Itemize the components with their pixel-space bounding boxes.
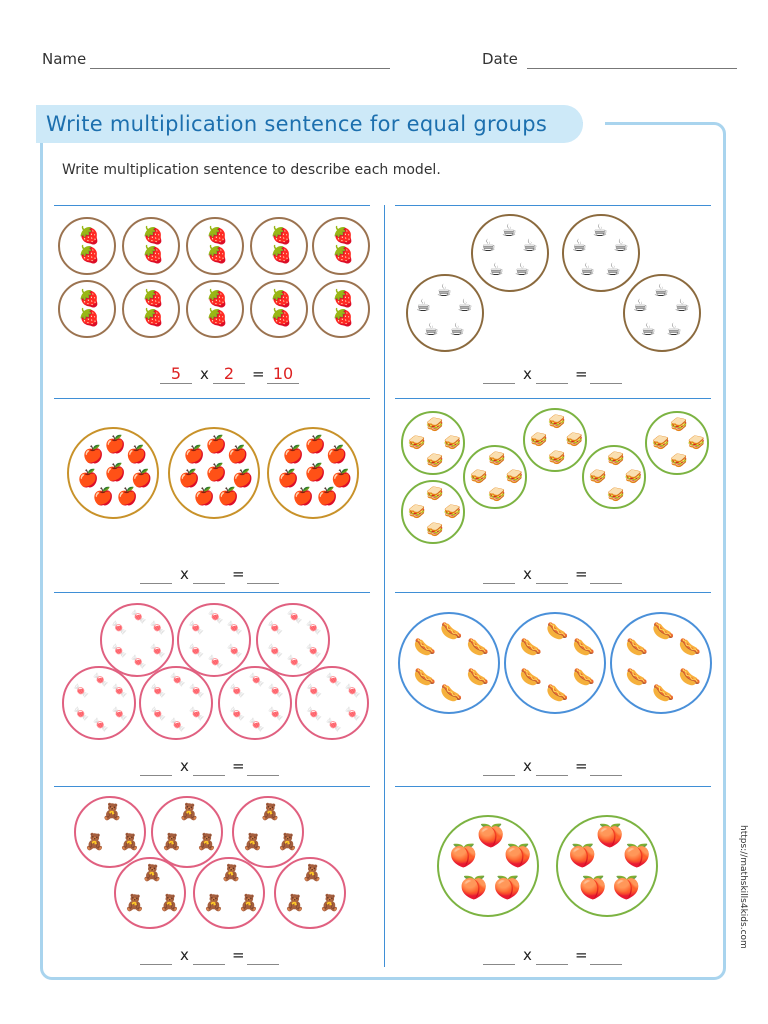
equals-sign: = [575,757,588,775]
times-sign: x [523,757,532,775]
candy-icon: 🍬 [130,654,147,670]
times-sign: x [523,365,532,383]
teacup-icon: ☕ [674,295,690,316]
product-answer-field[interactable] [590,946,622,965]
apple-icon: 🍎 [227,445,249,466]
apple-icon: 🍎 [82,445,105,466]
apple-icon: 🍎 [205,434,227,455]
apple-icon: 🍎 [77,468,99,489]
hotdog-icon: 🌭 [466,667,489,689]
strawberry-icon: 🍓 [142,289,164,310]
teddy-bear-icon: 🧸 [159,893,180,913]
hotdog-icon: 🌭 [519,667,542,689]
candy-icon: 🍬 [286,610,303,626]
teacup-icon: ☕ [457,295,473,316]
peach-icon: 🍑 [579,876,607,902]
candy-icon: 🍬 [73,684,90,700]
sandwich-icon: 🥪 [589,469,607,485]
candy-icon: 🍬 [305,643,322,659]
candy-icon: 🍬 [286,654,303,670]
candy-icon: 🍬 [73,706,90,722]
strawberry-icon: 🍓 [332,226,354,247]
teddy-bear-icon: 🧸 [119,832,140,852]
candy-icon: 🍬 [248,673,265,689]
sandwich-icon: 🥪 [426,452,444,469]
hotdog-icon: 🌭 [546,621,569,643]
teddy-bear-icon: 🧸 [196,832,217,852]
teddy-bear-icon: 🧸 [179,801,199,821]
candy-icon: 🍬 [150,684,167,700]
teacup-icon: ☕ [522,235,538,256]
candy-icon: 🍬 [248,717,265,733]
peach-icon: 🍑 [623,844,651,870]
multiplication-equation [140,565,290,585]
teacup-icon: ☕ [514,260,530,281]
date-label: Date [482,50,518,68]
column-divider [384,205,385,967]
candy-icon: 🍬 [325,673,342,689]
teddy-bear-icon: 🧸 [260,801,280,821]
teddy-bear-icon: 🧸 [84,832,105,852]
groups-answer-field[interactable] [140,565,172,584]
candy-icon: 🍬 [229,706,246,722]
sandwich-icon: 🥪 [565,432,584,448]
hotdog-icon: 🌭 [678,636,701,658]
teddy-bear-icon: 🧸 [142,862,162,882]
apple-icon: 🍎 [282,445,305,466]
strawberry-icon: 🍓 [206,244,228,265]
equals-sign: = [232,565,245,583]
strawberry-icon: 🍓 [142,226,164,247]
per-group-answer-field[interactable] [193,946,225,965]
strawberry-icon: 🍓 [332,307,354,328]
equals-sign: = [252,365,265,383]
teacup-icon: ☕ [415,295,431,316]
candy-icon: 🍬 [150,706,167,722]
apple-icon: 🍎 [292,487,314,508]
apple-icon: 🍎 [304,462,326,483]
candy-icon: 🍬 [188,706,205,722]
peach-icon: 🍑 [449,844,478,870]
worksheet-title: Write multiplication sentence for equal groups [36,105,583,143]
candy-icon: 🍬 [344,684,361,700]
strawberry-icon: 🍓 [206,226,228,247]
date-field[interactable] [527,68,737,69]
teacup-icon: ☕ [640,320,656,341]
peach-icon: 🍑 [504,844,532,870]
candy-icon: 🍬 [130,610,147,626]
per-group-answer-field[interactable]: 2 [213,365,245,384]
peach-icon: 🍑 [477,824,505,850]
teddy-bear-icon: 🧸 [277,832,298,852]
candy-icon: 🍬 [229,684,246,700]
equals-sign: = [575,565,588,583]
divider [54,786,370,787]
divider [54,398,370,399]
sandwich-icon: 🥪 [443,435,462,451]
teddy-bear-icon: 🧸 [242,832,263,852]
sandwich-icon: 🥪 [607,451,625,468]
per-group-answer-field[interactable] [536,365,568,384]
strawberry-icon: 🍓 [142,307,164,328]
instruction-text: Write multiplication sentence to describe each model. [62,162,441,178]
apple-icon: 🍎 [116,487,138,508]
times-sign: x [200,365,209,383]
apple-icon: 🍎 [183,445,206,466]
candy-icon: 🍬 [267,684,284,700]
candy-icon: 🍬 [169,673,186,689]
peach-icon: 🍑 [612,876,641,902]
teacup-icon: ☕ [605,260,621,281]
strawberry-icon: 🍓 [270,244,292,265]
strawberry-icon: 🍓 [270,307,292,328]
apple-icon: 🍎 [304,434,326,455]
strawberry-icon: 🍓 [332,244,354,265]
teddy-bear-icon: 🧸 [302,862,322,882]
apple-icon: 🍎 [126,445,148,466]
peach-icon: 🍑 [493,876,522,902]
sandwich-icon: 🥪 [488,451,506,468]
candy-icon: 🍬 [111,621,128,637]
candy-icon: 🍬 [344,706,361,722]
multiplication-equation [140,946,290,966]
teddy-bear-icon: 🧸 [221,862,241,882]
candy-icon: 🍬 [188,621,205,637]
hotdog-icon: 🌭 [440,621,463,643]
sandwich-icon: 🥪 [670,417,688,434]
hotdog-icon: 🌭 [625,636,648,658]
equals-sign: = [575,365,588,383]
strawberry-icon: 🍓 [78,307,100,328]
apple-icon: 🍎 [178,468,200,489]
apple-icon: 🍎 [217,487,239,508]
candy-icon: 🍬 [267,643,284,659]
per-group-answer-field[interactable] [536,565,568,584]
times-sign: x [180,946,189,964]
teacup-icon: ☕ [653,280,669,301]
strawberry-icon: 🍓 [206,289,228,310]
hotdog-icon: 🌭 [572,667,595,689]
candy-icon: 🍬 [207,610,224,626]
apple-icon: 🍎 [205,462,227,483]
candy-icon: 🍬 [306,706,323,722]
teddy-bear-icon: 🧸 [124,893,145,913]
apple-icon: 🍎 [92,487,114,508]
candy-icon: 🍬 [149,621,166,637]
strawberry-icon: 🍓 [78,244,100,265]
sandwich-icon: 🥪 [530,432,548,448]
sandwich-icon: 🥪 [488,486,506,503]
candy-icon: 🍬 [188,643,205,659]
hotdog-icon: 🌭 [652,621,675,643]
teddy-bear-icon: 🧸 [102,801,122,821]
teacup-icon: ☕ [436,280,452,301]
divider [54,592,370,593]
times-sign: x [523,565,532,583]
apple-icon: 🍎 [104,434,126,455]
per-group-answer-field[interactable] [536,946,568,965]
strawberry-icon: 🍓 [206,307,228,328]
groups-answer-field[interactable] [140,757,172,776]
sandwich-icon: 🥪 [408,435,426,451]
equals-sign: = [232,946,245,964]
product-answer-field[interactable] [247,946,279,965]
product-answer-field[interactable] [247,565,279,584]
equals-sign: = [575,946,588,964]
strawberry-icon: 🍓 [270,226,292,247]
apple-icon: 🍎 [326,445,348,466]
teddy-bear-icon: 🧸 [203,893,224,913]
groups-answer-field[interactable] [483,365,515,384]
candy-icon: 🍬 [111,643,128,659]
name-field[interactable] [90,68,390,69]
strawberry-icon: 🍓 [142,244,164,265]
apple-icon: 🍎 [316,487,338,508]
strawberry-icon: 🍓 [78,226,100,247]
candy-icon: 🍬 [226,621,243,637]
candy-icon: 🍬 [325,717,342,733]
teacup-icon: ☕ [666,320,682,341]
product-answer-field[interactable]: 10 [267,365,299,384]
teacup-icon: ☕ [501,220,517,241]
teacup-icon: ☕ [632,295,648,316]
hotdog-icon: 🌭 [546,682,569,704]
per-group-answer-field[interactable] [193,757,225,776]
times-sign: x [523,946,532,964]
candy-icon: 🍬 [207,654,224,670]
sandwich-icon: 🥪 [687,435,706,451]
apple-icon: 🍎 [277,468,299,489]
multiplication-equation [160,365,310,385]
groups-answer-field[interactable] [483,757,515,776]
teacup-icon: ☕ [579,260,595,281]
sandwich-icon: 🥪 [670,452,688,469]
teacup-icon: ☕ [488,260,504,281]
sandwich-icon: 🥪 [426,486,444,503]
sandwich-icon: 🥪 [548,414,566,431]
hotdog-icon: 🌭 [572,636,595,658]
groups-answer-field[interactable] [483,946,515,965]
hotdog-icon: 🌭 [413,667,436,689]
website-url: https://mathskills4kids.com [738,825,748,949]
hotdog-icon: 🌭 [625,667,648,689]
teacup-icon: ☕ [592,220,608,241]
divider [395,786,711,787]
apple-icon: 🍎 [331,468,353,489]
times-sign: x [180,565,189,583]
per-group-answer-field[interactable] [193,565,225,584]
candy-icon: 🍬 [111,706,128,722]
candy-icon: 🍬 [306,684,323,700]
hotdog-icon: 🌭 [413,636,436,658]
product-answer-field[interactable] [247,757,279,776]
sandwich-icon: 🥪 [408,504,426,520]
peach-icon: 🍑 [596,824,624,850]
candy-icon: 🍬 [305,621,322,637]
peach-icon: 🍑 [460,876,488,902]
groups-answer-field[interactable]: 5 [160,365,192,384]
teddy-bear-icon: 🧸 [284,893,305,913]
candy-icon: 🍬 [267,621,284,637]
equals-sign: = [232,757,245,775]
apple-icon: 🍎 [104,462,126,483]
apple-icon: 🍎 [131,468,153,489]
candy-icon: 🍬 [226,643,243,659]
hotdog-icon: 🌭 [652,682,675,704]
sandwich-icon: 🥪 [443,504,462,520]
times-sign: x [180,757,189,775]
strawberry-icon: 🍓 [78,289,100,310]
teacup-icon: ☕ [613,235,629,256]
sandwich-icon: 🥪 [607,486,625,503]
divider [395,592,711,593]
sandwich-icon: 🥪 [426,521,444,538]
teddy-bear-icon: 🧸 [238,893,259,913]
hotdog-icon: 🌭 [678,667,701,689]
multiplication-equation [140,757,290,777]
product-answer-field[interactable] [590,565,622,584]
teddy-bear-icon: 🧸 [319,893,340,913]
candy-icon: 🍬 [188,684,205,700]
multiplication-equation [483,757,633,777]
teacup-icon: ☕ [571,235,587,256]
strawberry-icon: 🍓 [270,289,292,310]
candy-icon: 🍬 [92,717,109,733]
product-answer-field[interactable] [590,757,622,776]
teddy-bear-icon: 🧸 [161,832,182,852]
teacup-icon: ☕ [449,320,465,341]
sandwich-icon: 🥪 [426,417,444,434]
candy-icon: 🍬 [111,684,128,700]
per-group-answer-field[interactable] [536,757,568,776]
hotdog-icon: 🌭 [519,636,542,658]
sandwich-icon: 🥪 [548,449,566,466]
teacup-icon: ☕ [423,320,439,341]
candy-icon: 🍬 [169,717,186,733]
multiplication-equation [483,365,633,385]
sandwich-icon: 🥪 [505,469,524,485]
multiplication-equation [483,946,633,966]
hotdog-icon: 🌭 [466,636,489,658]
multiplication-equation [483,565,633,585]
divider [54,205,370,206]
product-answer-field[interactable] [590,365,622,384]
hotdog-icon: 🌭 [440,682,463,704]
name-label: Name [42,50,87,68]
groups-answer-field[interactable] [140,946,172,965]
strawberry-icon: 🍓 [332,289,354,310]
apple-icon: 🍎 [193,487,215,508]
peach-icon: 🍑 [568,844,597,870]
sandwich-icon: 🥪 [470,469,488,485]
groups-answer-field[interactable] [483,565,515,584]
candy-icon: 🍬 [149,643,166,659]
apple-icon: 🍎 [232,468,254,489]
divider [395,205,711,206]
candy-icon: 🍬 [92,673,109,689]
divider [395,398,711,399]
sandwich-icon: 🥪 [652,435,670,451]
teacup-icon: ☕ [480,235,496,256]
candy-icon: 🍬 [267,706,284,722]
sandwich-icon: 🥪 [624,469,643,485]
